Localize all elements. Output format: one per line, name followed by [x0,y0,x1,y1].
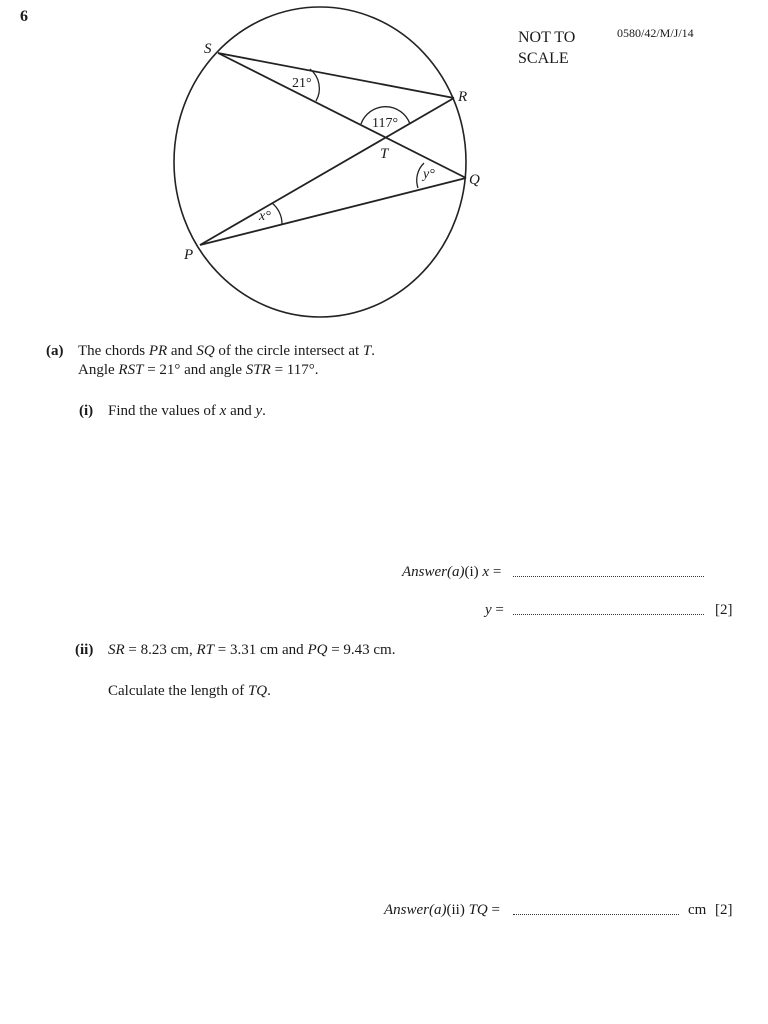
question-number: 6 [20,8,28,25]
not-to-scale-line2: SCALE [518,50,569,67]
angle-arc-x [272,203,282,224]
part-a-label: (a) [46,343,64,359]
part-ii-label: (ii) [75,642,94,658]
point-label-p: P [184,247,194,263]
answer-aii-row: Answer(a)(ii) TQ = [384,902,500,918]
chord-sq [218,53,466,178]
part-a-line2: Angle RST = 21° and angle STR = 117°. [78,362,319,378]
point-label-s: S [204,41,212,57]
answer-ai-y-row: y = [485,602,504,618]
answer-ai-y-line[interactable] [513,602,704,615]
part-i-label: (i) [79,403,94,419]
answer-aii-unit: cm [688,902,707,918]
part-a-line1: The chords PR and SQ of the circle intersect at T. [78,343,376,359]
not-to-scale-line1: NOT TO [518,29,576,46]
answer-aii-line[interactable] [513,902,679,915]
paper-code: 0580/42/M/J/14 [617,26,694,40]
not-to-scale-note [518,27,575,69]
angle-label-x: x° [259,209,271,224]
part-i-question: Find the values of x and y. [108,403,266,419]
point-label-q: Q [469,172,480,188]
line-pq [200,178,466,245]
answer-ai-x-line[interactable] [513,564,704,577]
chord-pr [200,98,454,245]
part-ii-given: SR = 8.23 cm, RT = 3.31 cm and PQ = 9.43 cm. [108,642,396,658]
angle-label-str: 117° [372,116,399,131]
angle-label-y: y° [423,167,435,182]
circle-chords-diagram [0,0,768,330]
answer-ai-x-row: Answer(a)(i) x = [402,564,502,580]
marks-aii: [2] [715,902,733,918]
part-ii-instruction: Calculate the length of TQ. [108,683,271,699]
line-sr [218,53,454,98]
point-label-r: R [458,89,468,105]
point-label-t: T [380,146,389,162]
angle-label-rst: 21° [292,76,312,91]
marks-ai: [2] [715,602,733,618]
